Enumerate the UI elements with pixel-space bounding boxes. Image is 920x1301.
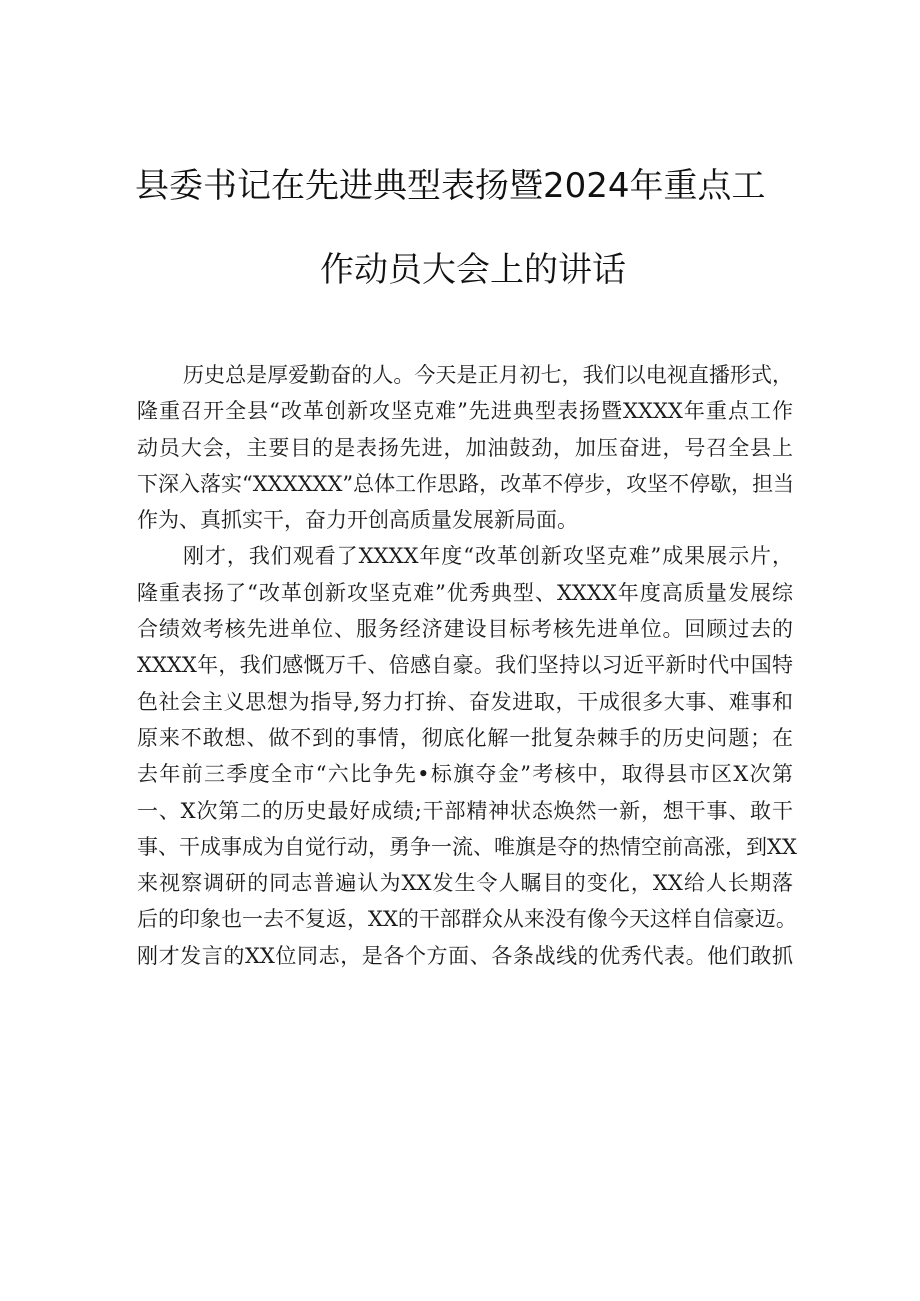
paragraph-line: 去年前三季度全市“六比争先•标旗夺金”考核中，取得县市区X次第: [137, 762, 793, 787]
paragraph-line: 隆重召开全县“改革创新攻坚克难”先进典型表扬暨XXXX年重点工作: [137, 399, 793, 424]
paragraph-line: 下深入落实“XXXXXX”总体工作思路，改革不停步，攻坚不停歇，担当: [137, 471, 795, 496]
paragraph-line: 合绩效考核先进单位、服务经济建设目标考核先进单位。回顾过去的: [137, 617, 793, 642]
document-body: [137, 357, 797, 974]
paragraph-line: 刚才，我们观看了XXXX年度“改革创新攻坚克难”成果展示片，: [183, 544, 793, 569]
paragraph-line: 历史总是厚爱勤奋的人。今天是正月初七，我们以电视直播形式，: [183, 363, 793, 387]
paragraph-line: 来视察调研的同志普遍认为XX发生令人瞩目的变化，XX给人长期落: [137, 871, 793, 896]
document-title-line-2: 作动员大会上的讲话: [320, 250, 626, 290]
paragraph-line: 动员大会，主要目的是表扬先进，加油鼓劲，加压奋进，号召全县上: [137, 435, 793, 460]
paragraph-line: 事、干成事成为自觉行动，勇争一流、唯旗是夺的热情空前高涨，到XX: [137, 834, 797, 859]
paragraph-line: 一、X次第二的历史最好成绩;干部精神状态焕然一新，想干事、敢干: [137, 798, 793, 823]
document-title-line-1: 县委书记在先进典型表扬暨2024年重点工: [135, 166, 766, 206]
paragraph-line: 色社会主义思想为指导,努力打拚、奋发进取，干成很多大事、难事和: [137, 689, 793, 714]
paragraph-line: 隆重表扬了“改革创新攻坚克难”优秀典型、XXXX年度高质量发展综: [137, 580, 793, 605]
paragraph-1: [137, 357, 793, 538]
paragraph-line: 原来不敢想、做不到的事情，彻底化解一批复杂棘手的历史问题；在: [137, 725, 793, 750]
paragraph-line: XXXX年，我们感慨万千、倍感自豪。我们坚持以习近平新时代中国特: [137, 653, 793, 678]
paragraph-line: 作为、真抓实干，奋力开创高质量发展新局面。: [137, 508, 578, 533]
paragraph-2: [137, 538, 797, 974]
paragraph-line: 后的印象也一去不复返，XX的干部群众从来没有像今天这样自信豪迈。: [137, 907, 797, 932]
paragraph-line: 刚才发言的XX位同志，是各个方面、各条战线的优秀代表。他们敢抓: [137, 943, 793, 968]
